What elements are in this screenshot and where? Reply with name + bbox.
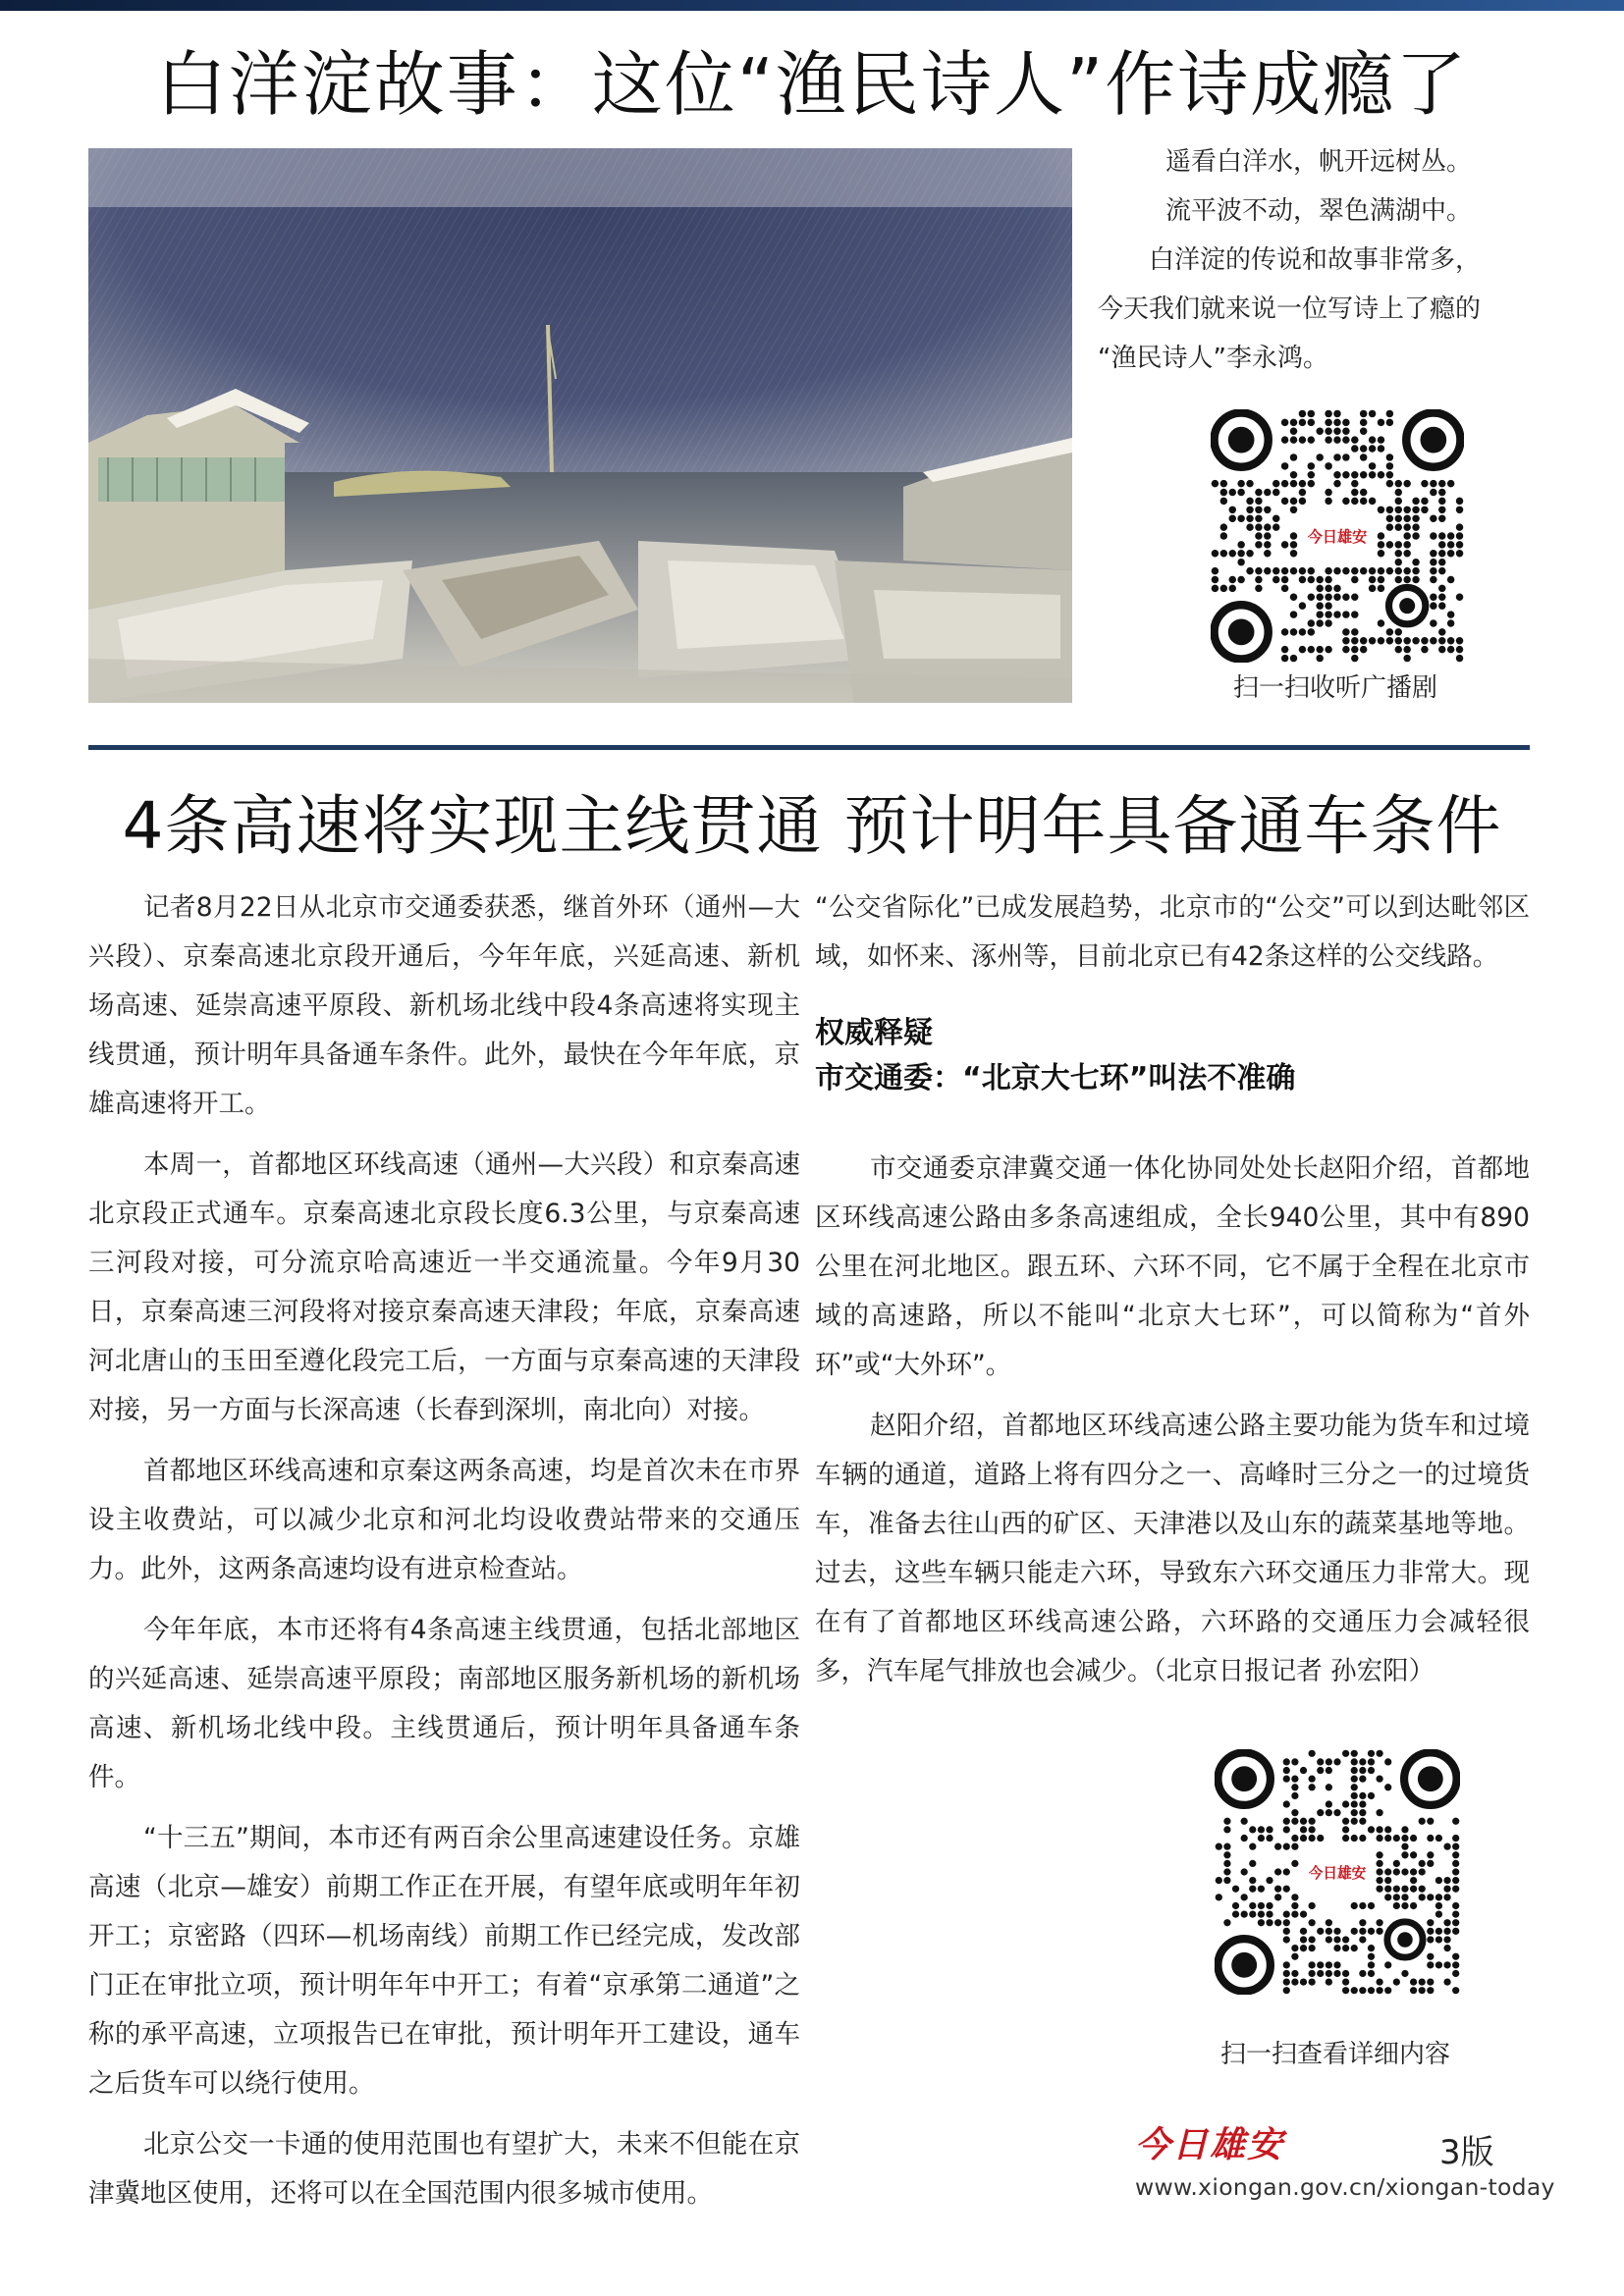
story2-title: 4条高速将实现主线贯通 预计明年具备通车条件 bbox=[122, 788, 1502, 864]
story1-title: 白洋淀故事：这位“渔民诗人”作诗成瘾了 bbox=[155, 43, 1469, 126]
section-subhead: 权威释疑 bbox=[815, 1016, 933, 1050]
article-paragraph: 首都地区环线高速和京秦这两条高速，均是首次未在市界设主收费站，可以减少北京和河北均设收费站带来的交通压力。此外，这两条高速均设有进京检查站。 bbox=[88, 1456, 800, 1584]
section-subhead-detail: 市交通委：“北京大七环”叫法不准确 bbox=[815, 1061, 1296, 1095]
qr-caption-details: 扫一扫查看详细内容 bbox=[1219, 2040, 1450, 2069]
qr-code-icon bbox=[1215, 1749, 1460, 1995]
intro-line: “渔民诗人”李永鸿。 bbox=[1098, 344, 1328, 373]
article-column-right bbox=[815, 883, 1530, 1696]
intro-line: 今天我们就来说一位写诗上了瘾的 bbox=[1098, 294, 1482, 324]
brand-logo bbox=[1135, 2117, 1287, 2168]
site-url[interactable]: www.xiongan.gov.cn/xiongan-today bbox=[1135, 2173, 1555, 2201]
article-paragraph: 今年年底，本市还将有4条高速主线贯通，包括北部地区的兴延高速、延崇高速平原段；南部地区服务新机场的新机场高速、新机场北线中段。主线贯通后，预计明年具备通车条件。 bbox=[88, 1615, 800, 1792]
section-divider bbox=[88, 745, 1530, 750]
article-paragraph: 市交通委京津冀交通一体化协同处处长赵阳介绍，首都地区环线高速公路由多条高速组成，全长940公里，其中有890公里在河北地区。跟五环、六环不同，它不属于全程在北京市域的高速路，所以不能叫“北京大七环”，可以简称为“首外环”或“大外环”。 bbox=[815, 1153, 1530, 1380]
article-paragraph: “十三五”期间，本市还有两百余公里高速建设任务。京雄高速（北京—雄安）前期工作正在开展，有望年底或明年年初开工；京密路（四环—机场南线）前期工作已经完成，发改部门正在审批立项，预计明年年中开工；有着“京承第二通道”之称的承平高速，立项报告已在审批，预计明年开工建设，通车之后货车可以绕行使用。 bbox=[88, 1823, 800, 2099]
article-column-left bbox=[88, 883, 800, 2218]
qr-code-radio-drama[interactable] bbox=[1211, 409, 1464, 663]
edition-number: 3版 bbox=[1439, 2133, 1494, 2172]
article-paragraph: 记者8月22日从北京市交通委获悉，继首外环（通州—大兴段）、京秦高速北京段开通后，今年年底，兴延高速、新机场高速、延崇高速平原段、新机场北线中段4条高速将实现主线贯通，预计明年具备通车条件。此外，最快在今年年底，京雄高速将开工。 bbox=[88, 892, 800, 1119]
qr-badge-text: 今日雄安 bbox=[1307, 528, 1368, 547]
poem-line: 流平波不动，翠色满湖中。 bbox=[1164, 196, 1472, 226]
top-color-bar bbox=[0, 0, 1624, 11]
article-paragraph: 本周一，首都地区环线高速（通州—大兴段）和京秦高速北京段正式通车。京秦高速北京段长度6.3公里，与京秦高速三河段对接，可分流京哈高速近一半交通流量。今年9月30日，京秦高速三河段将对接京秦高速天津段；年底，京秦高速河北唐山的玉田至遵化段完工后，一方面与京秦高速的天津段对接，另一方面与长深高速（长春到深圳，南北向）对接。 bbox=[88, 1149, 800, 1425]
qr-code-icon bbox=[1211, 409, 1464, 663]
baiyangdian-photo bbox=[88, 148, 1072, 703]
intro-line: 白洋淀的传说和故事非常多， bbox=[1149, 245, 1482, 275]
poem-intro-block bbox=[1098, 137, 1540, 383]
brand-logo-text: 今日雄安 bbox=[1135, 2124, 1285, 2165]
poem-line: 遥看白洋水，帆开远树丛。 bbox=[1164, 147, 1472, 177]
article-paragraph: 赵阳介绍，首都地区环线高速公路主要功能为货车和过境车辆的通道，道路上将有四分之一、高峰时三分之一的过境货车，准备去往山西的矿区、天津港以及山东的蔬菜基地等地。过去，这些车辆只能走六环，导致东六环交通压力非常大。现在有了首都地区环线高速公路，六环路的交通压力会减轻很多，汽车尾气排放也会减少。（北京日报记者 孙宏阳） bbox=[815, 1411, 1530, 1686]
qr-caption-radio-drama: 扫一扫收听广播剧 bbox=[1232, 673, 1437, 703]
article-paragraph-continued: “公交省际化”已成发展趋势，北京市的“公交”可以到达毗邻区域，如怀来、涿州等，目前北京已有42条这样的公交线路。 bbox=[815, 892, 1530, 972]
article-paragraph: 北京公交一卡通的使用范围也有望扩大，未来不但能在京津冀地区使用，还将可以在全国范围内很多城市使用。 bbox=[88, 2129, 800, 2209]
qr-badge-text: 今日雄安 bbox=[1308, 1865, 1367, 1883]
qr-code-details[interactable] bbox=[1215, 1749, 1460, 1995]
